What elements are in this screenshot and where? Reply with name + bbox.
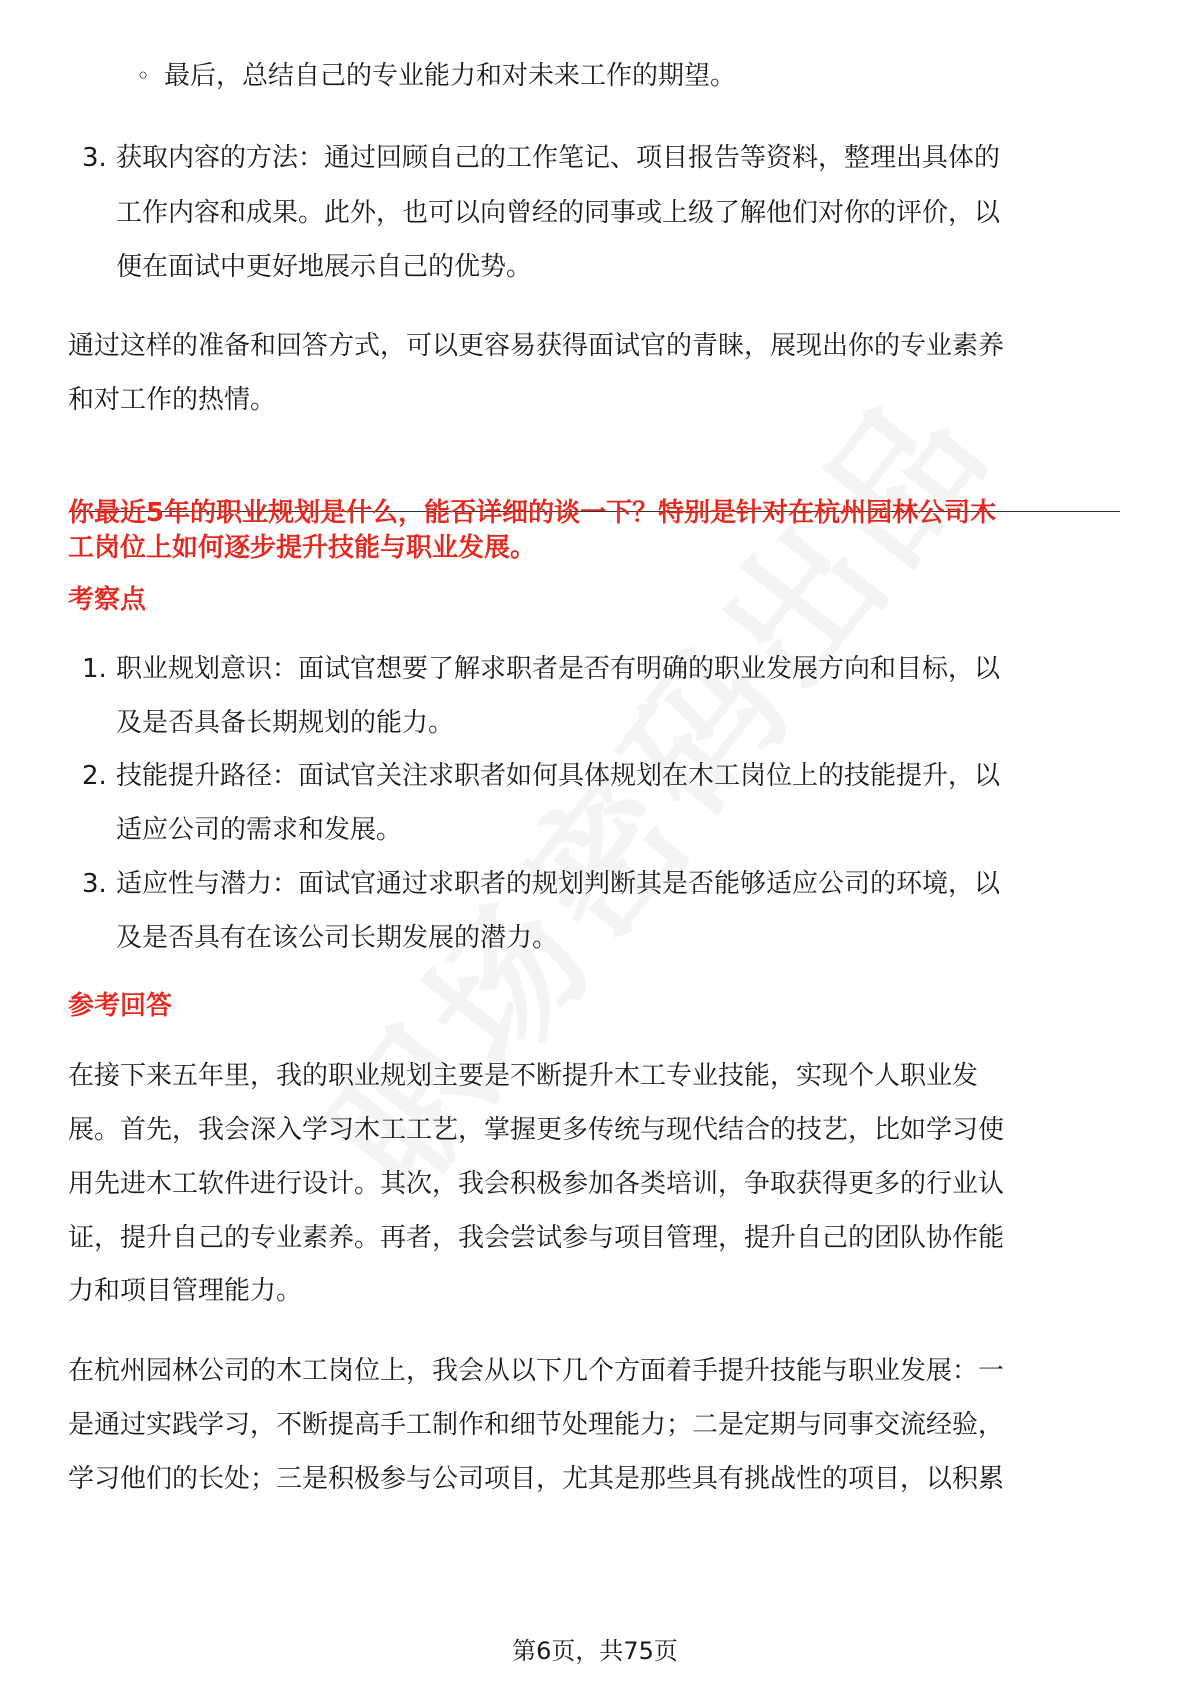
- summary-line: 和对工作的热情。: [68, 385, 277, 415]
- list-item-line: 适应公司的需求和发展。: [116, 815, 403, 845]
- answer-line: 用先进木工软件进行设计。其次，我会积极参加各类培训，争取获得更多的行业认: [68, 1169, 1005, 1199]
- question-title-line: 工岗位上如何逐步提升技能与职业发展。: [68, 533, 537, 563]
- answer-line: 展。首先，我会深入学习木工工艺，掌握更多传统与现代结合的技艺，比如学习使: [68, 1115, 1005, 1145]
- answer-line: 学习他们的长处；三是积极参与公司项目，尤其是那些具有挑战性的项目，以积累: [68, 1464, 1005, 1494]
- list-number: 3.: [82, 143, 107, 173]
- list-number: 3.: [82, 869, 107, 899]
- list-item-line: 工作内容和成果。此外，也可以向曾经的同事或上级了解他们对你的评价，以: [116, 198, 1001, 228]
- list-item-line: 获取内容的方法：通过回顾自己的工作笔记、项目报告等资料，整理出具体的: [116, 143, 1001, 173]
- exam-points-heading: 考察点: [68, 585, 147, 615]
- answer-line: 证，提升自己的专业素养。再者，我会尝试参与项目管理，提升自己的团队协作能: [68, 1223, 1005, 1253]
- question-title-line: 你最近5年的职业规划是什么，能否详细的谈一下？特别是针对在杭州园林公司木: [68, 498, 997, 528]
- list-number: 1.: [82, 654, 107, 684]
- page-number-footer: 第6页，共75页: [512, 1637, 678, 1665]
- answer-line: 是通过实践学习，不断提高手工制作和细节处理能力；二是定期与同事交流经验，: [68, 1410, 1005, 1440]
- summary-line: 通过这样的准备和回答方式，可以更容易获得面试官的青睐，展现出你的专业素养: [68, 331, 1005, 361]
- sub-bullet-marker: ◦: [136, 62, 151, 90]
- sub-bullet-text: 最后，总结自己的专业能力和对未来工作的期望。: [164, 61, 737, 91]
- list-number: 2.: [82, 761, 107, 791]
- answer-line: 在杭州园林公司的木工岗位上，我会从以下几个方面着手提升技能与职业发展：一: [68, 1356, 1005, 1386]
- answer-line: 在接下来五年里，我的职业规划主要是不断提升木工专业技能，实现个人职业发: [68, 1061, 979, 1091]
- list-item-line: 及是否具有在该公司长期发展的潜力。: [116, 923, 559, 953]
- list-item-line: 便在面试中更好地展示自己的优势。: [116, 252, 533, 282]
- list-item-line: 及是否具备长期规划的能力。: [116, 708, 455, 738]
- list-item-line: 适应性与潜力：面试官通过求职者的规划判断其是否能够适应公司的环境，以: [116, 869, 1001, 899]
- reference-answer-heading: 参考回答: [68, 991, 173, 1021]
- answer-line: 力和项目管理能力。: [68, 1276, 303, 1306]
- list-item-line: 技能提升路径：面试官关注求职者如何具体规划在木工岗位上的技能提升，以: [116, 761, 1001, 791]
- list-item-line: 职业规划意识：面试官想要了解求职者是否有明确的职业发展方向和目标，以: [116, 654, 1001, 684]
